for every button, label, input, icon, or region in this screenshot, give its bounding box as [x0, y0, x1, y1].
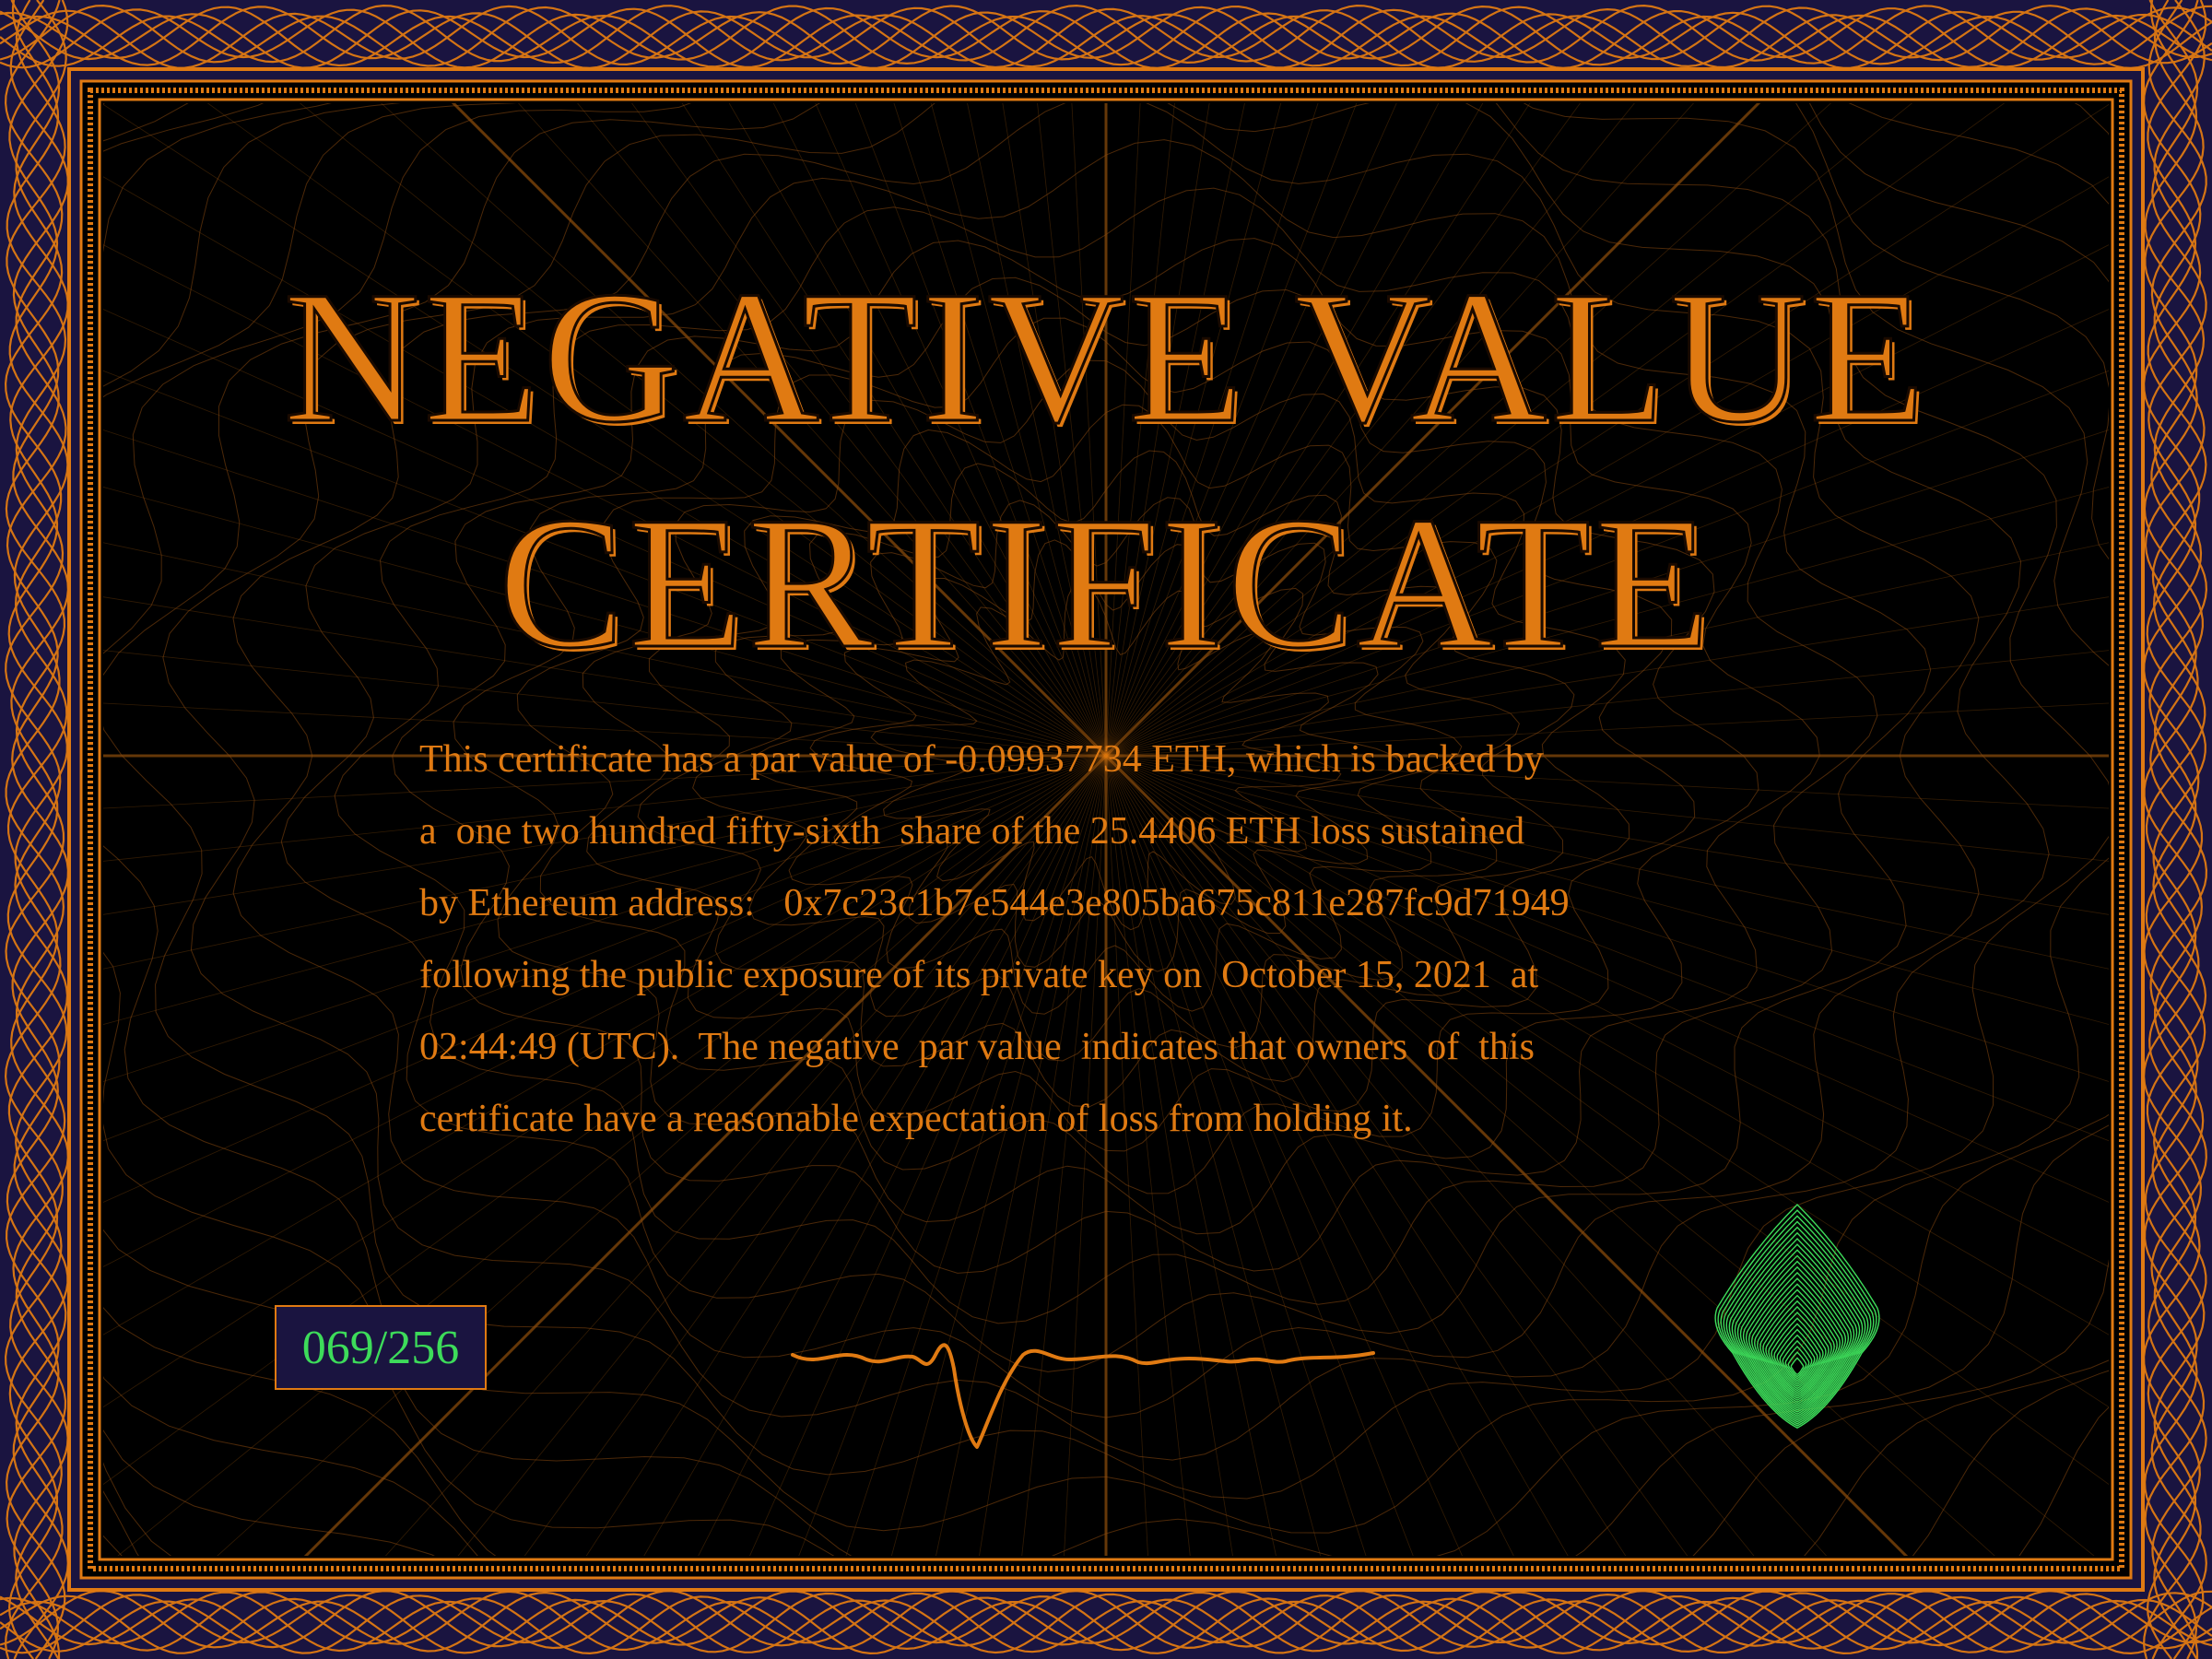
certificate-title-line-1: NEGATIVE VALUE	[283, 253, 1929, 462]
green-diamond-seal-icon	[1659, 1189, 1936, 1465]
body-line: 02:44:49 (UTC). The negative par value indicates that owners of this	[419, 1026, 1535, 1068]
body-line: a one two hundred fifty-sixth share of the 25.4406 ETH loss sustained	[419, 810, 1525, 853]
certificate-title-line-2: CERTIFICATE	[498, 478, 1714, 688]
certificate-body	[419, 724, 1820, 1155]
body-line: by Ethereum address: 0x7c23c1b7e544e3e805ba675c811e287fc9d71949	[419, 882, 1570, 924]
body-line: This certificate has a par value of -0.09937734 ETH, which is backed by	[419, 738, 1544, 781]
serial-number-badge	[275, 1305, 487, 1390]
body-line: following the public exposure of its private key on October 15, 2021 at	[419, 954, 1539, 996]
body-line: certificate have a reasonable expectation of loss from holding it.	[419, 1098, 1413, 1140]
serial-number: 069/256	[301, 1321, 460, 1374]
signature-scribble	[783, 1318, 1419, 1456]
